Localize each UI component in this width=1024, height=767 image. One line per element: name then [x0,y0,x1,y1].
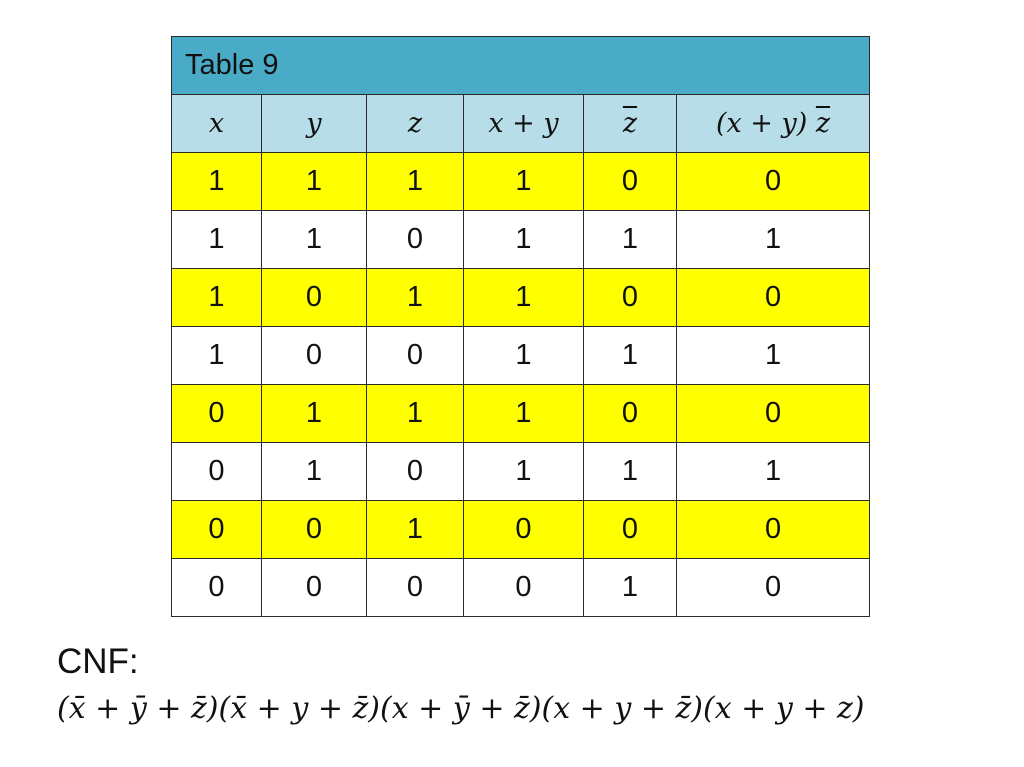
cnf-expression: (x̄ + ȳ + z̄)(x̄ + y + z̄)(x + ȳ + z̄)(x + y + z̄)(x + y + z) [57,691,865,726]
table-cell: 0 [584,153,677,211]
truth-table [171,36,870,617]
table-cell: 1 [464,327,584,385]
table-cell: 1 [464,211,584,269]
table-title-row [172,37,870,95]
table-cell: 1 [464,443,584,501]
table-cell: 1 [677,327,870,385]
table-title: Table 9 [172,37,870,95]
table-cell: 1 [464,153,584,211]
table-cell: 0 [677,153,870,211]
table-cell: 0 [367,211,464,269]
table-row [172,153,870,211]
table-cell: 1 [172,327,262,385]
table-body [172,153,870,617]
table-cell: 1 [262,211,367,269]
table-cell: 0 [367,559,464,617]
table-cell: 1 [677,211,870,269]
header-z: z [367,95,464,153]
header-x: x [172,95,262,153]
table-cell: 1 [367,269,464,327]
table-cell: 0 [584,269,677,327]
table-cell: 1 [584,327,677,385]
table-cell: 1 [464,385,584,443]
cnf-label: CNF: [57,642,139,681]
table-cell: 1 [172,211,262,269]
table-cell: 0 [464,501,584,559]
table-header-row [172,95,870,153]
table-cell: 1 [677,443,870,501]
table-cell: 0 [367,443,464,501]
table-cell: 0 [172,559,262,617]
header-x-plus-y: x + y [464,95,584,153]
table-cell: 1 [464,269,584,327]
table-cell: 0 [677,385,870,443]
table-cell: 1 [262,153,367,211]
table-cell: 1 [584,559,677,617]
table-cell: 0 [262,501,367,559]
table-cell: 0 [367,327,464,385]
header-y: y [262,95,367,153]
table-cell: 1 [367,501,464,559]
table-cell: 0 [464,559,584,617]
table-cell: 0 [262,559,367,617]
header-not-z: $\overline{z}$ [584,95,677,153]
table-row [172,501,870,559]
table-row [172,559,870,617]
table-cell: 0 [677,501,870,559]
table-cell: 1 [367,153,464,211]
table-cell: 1 [584,211,677,269]
table-cell: 0 [262,269,367,327]
table-cell: 0 [677,559,870,617]
table-row [172,327,870,385]
table-cell: 1 [172,153,262,211]
table-row [172,269,870,327]
table-cell: 0 [172,443,262,501]
table-cell: 0 [584,385,677,443]
table-cell: 1 [367,385,464,443]
table-row [172,211,870,269]
table-cell: 1 [172,269,262,327]
table-row [172,385,870,443]
table-cell: 1 [262,385,367,443]
table-cell: 0 [262,327,367,385]
table-cell: 0 [172,501,262,559]
table-cell: 0 [584,501,677,559]
table-cell: 1 [262,443,367,501]
table-cell: 0 [172,385,262,443]
table-cell: 1 [584,443,677,501]
header-product: (x + y) $\overline{z}$ [677,95,870,153]
table-row [172,443,870,501]
table-cell: 0 [677,269,870,327]
